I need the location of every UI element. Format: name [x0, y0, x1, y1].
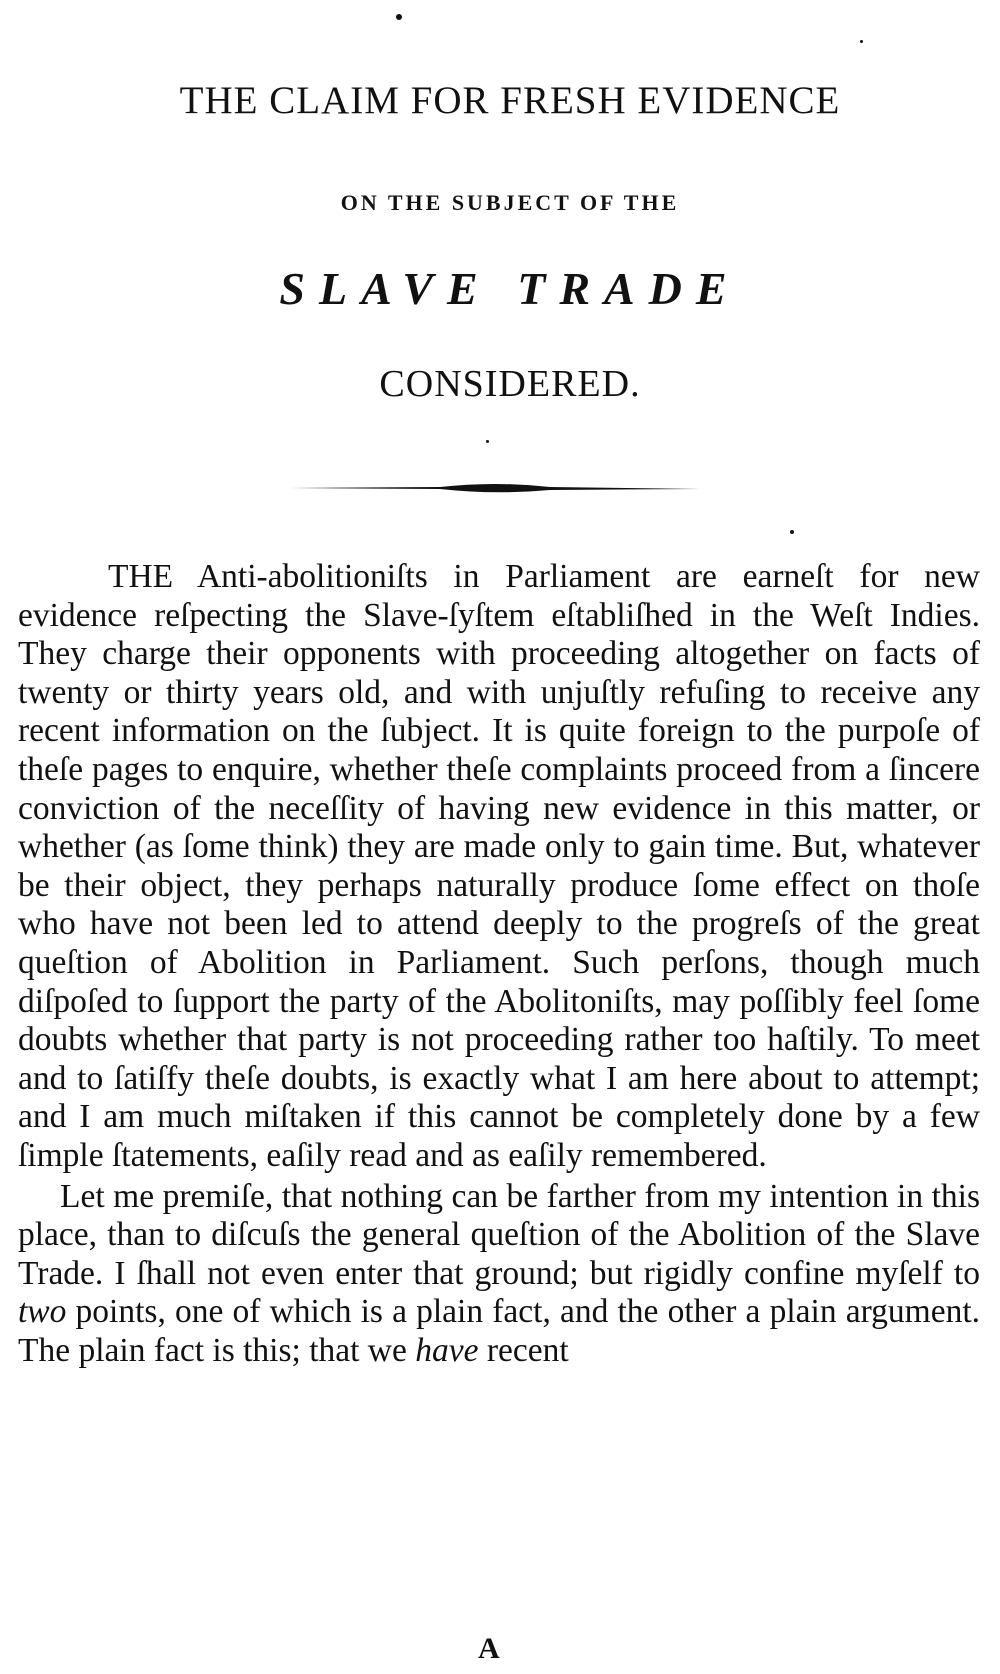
title-line-1: THE CLAIM FOR FRESH EVIDENCE — [179, 79, 841, 122]
ornamental-rule — [290, 478, 700, 498]
paragraph-2-text-2: points, one of which is a plain fact, and the other a plain argument. The plain fact is this; that we — [18, 1293, 980, 1369]
paragraph-2-italic-2: have — [415, 1331, 479, 1369]
paragraph-1: THE Anti-abolitioniſts in Parliament are earneſt for new evidence reſpecting the Slave-ſyſtem eſtabliſhed in the Weſt Indies. They charge their opponents with proceeding altogether on facts of twenty or thirty years old, and with unjuſtly refuſing to receive any recent information on the ſubject. It is quite foreign to the purpoſe of theſe pages to enquire, whether theſe complaints proceed from a ſincere conviction of the neceſſity of having new evidence in this matter, or whether (as ſome think) they are made only to gain time. But, whatever be their object, they perhaps naturally produce ſome effect on thoſe who have not been led to attend deeply to the progreſs of the great queſtion of Abolition in Parliament. Such perſons, though much diſpoſed to ſupport the party of the Abolitoniſts, may poſſibly feel ſome doubts whether that party is not proceeding rather too haſtily. To meet and to ſatiſfy theſe doubts, is exactly what I am here about to attempt; and I am much miſtaken if this cannot be completely done by a few ſimple ſtatements, eaſily read and as eaſily remembered. — [18, 558, 980, 1174]
title-line-3: SLAVE TRADE — [279, 263, 741, 314]
title-line-4: CONSIDERED. — [379, 363, 641, 405]
paragraph-2-text-1: Let me premiſe, that nothing can be farther from my intention in this place, than to diſcuſs the general queſtion of the Abolition of the Slave Trade. I ſhall not even enter that ground; but rigidly confine myſelf to — [18, 1177, 980, 1292]
paragraph-2-italic-1: two — [18, 1293, 67, 1331]
ink-speck — [486, 440, 489, 443]
title-line-2: ON THE SUBJECT OF THE — [340, 190, 680, 215]
paragraph-2 — [18, 1178, 980, 1371]
ink-speck — [860, 40, 863, 43]
signature-mark: A — [478, 1632, 500, 1665]
ink-speck — [790, 530, 794, 534]
ink-speck — [396, 14, 402, 20]
body-text — [18, 558, 980, 1370]
paragraph-2-text-3: recent — [478, 1331, 569, 1369]
